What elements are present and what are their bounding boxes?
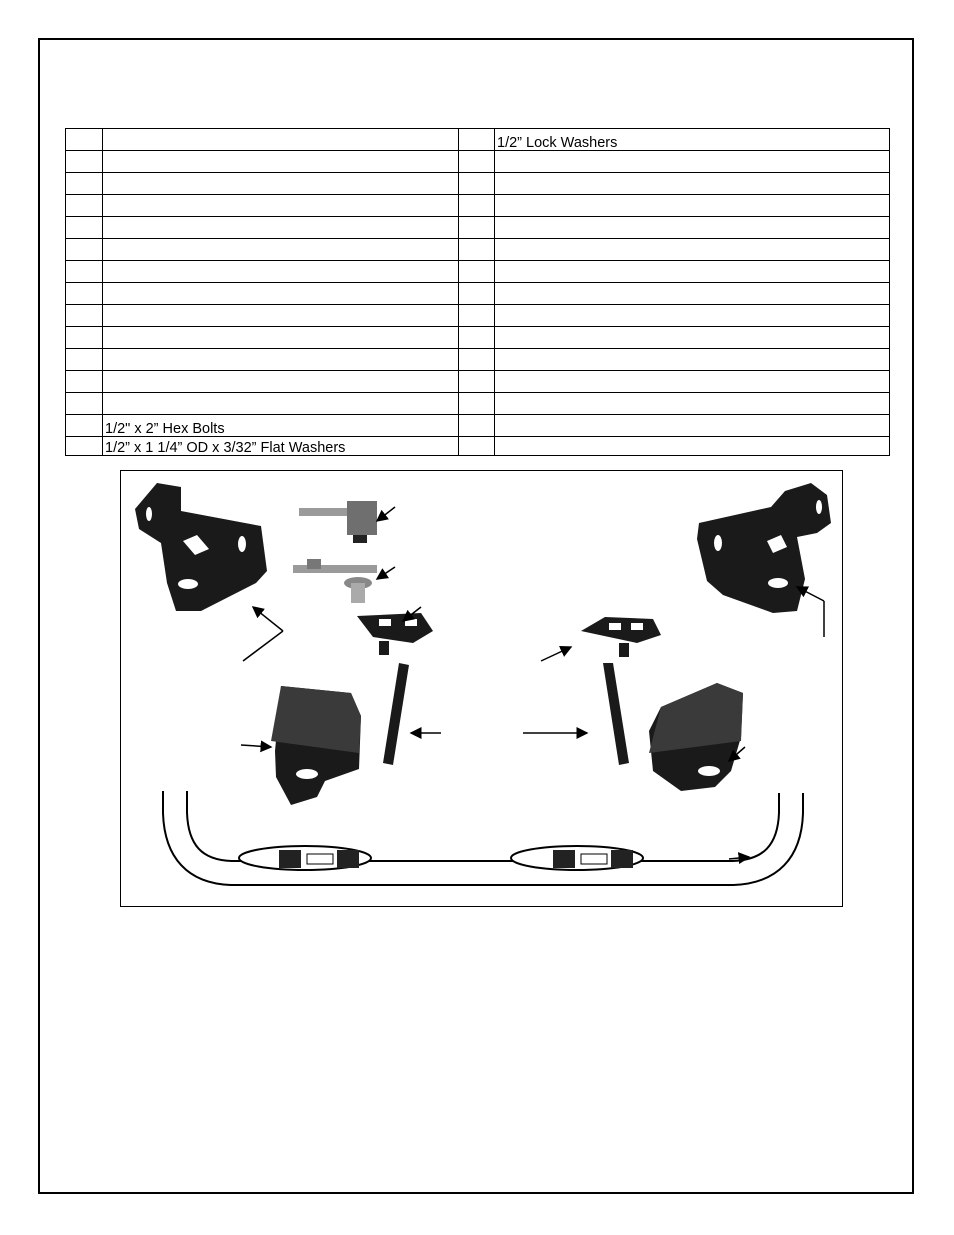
item-description-left	[103, 195, 459, 217]
item-number-right	[459, 173, 495, 195]
table-row	[66, 173, 890, 195]
item-description-left	[103, 283, 459, 305]
item-number-left	[66, 283, 103, 305]
item-number-right	[459, 217, 495, 239]
upper-left-bracket	[135, 483, 267, 611]
table-row	[66, 371, 890, 393]
small-left-bracket	[357, 613, 433, 655]
item-description-left	[103, 327, 459, 349]
item-description-left	[103, 239, 459, 261]
item-number-left	[66, 437, 103, 456]
item-number-right	[459, 415, 495, 437]
item-number-left	[66, 371, 103, 393]
item-description-right	[495, 261, 890, 283]
item-description-left	[103, 261, 459, 283]
item-description-right	[495, 305, 890, 327]
table-row	[66, 437, 890, 456]
table-row	[66, 239, 890, 261]
table-row	[66, 283, 890, 305]
table-row	[66, 129, 890, 151]
item-number-right	[459, 261, 495, 283]
item-description-right	[495, 195, 890, 217]
item-description-right	[495, 283, 890, 305]
item-number-right	[459, 349, 495, 371]
lower-right-bracket	[649, 683, 743, 791]
item-description-right	[495, 437, 890, 456]
item-number-right	[459, 327, 495, 349]
item-number-left	[66, 349, 103, 371]
item-description-right	[495, 327, 890, 349]
item-number-right	[459, 437, 495, 456]
item-description-left	[103, 393, 459, 415]
item-description-right	[495, 217, 890, 239]
item-description-left	[103, 151, 459, 173]
small-right-bracket	[581, 617, 661, 657]
item-number-left	[66, 129, 103, 151]
item-number-right	[459, 393, 495, 415]
fish-plate-bolt-bottom	[293, 559, 377, 603]
fish-plate-bolt-top	[299, 501, 377, 543]
item-description-left: 1/2" x 2” Hex Bolts	[103, 415, 459, 437]
table-row	[66, 305, 890, 327]
item-number-left	[66, 305, 103, 327]
item-number-right	[459, 129, 495, 151]
item-description-right	[495, 415, 890, 437]
item-number-left	[66, 151, 103, 173]
table-row	[66, 327, 890, 349]
item-number-left	[66, 327, 103, 349]
item-description-left	[103, 371, 459, 393]
item-number-right	[459, 151, 495, 173]
item-number-right	[459, 371, 495, 393]
item-description-right	[495, 393, 890, 415]
item-description-right	[495, 349, 890, 371]
parts-list-body	[66, 129, 890, 456]
item-number-left	[66, 173, 103, 195]
item-number-right	[459, 239, 495, 261]
item-number-left	[66, 217, 103, 239]
item-number-right	[459, 305, 495, 327]
step-pad-right	[511, 846, 643, 870]
item-number-left	[66, 239, 103, 261]
table-row	[66, 217, 890, 239]
table-row	[66, 151, 890, 173]
parts-list-table	[65, 128, 890, 456]
item-number-right	[459, 283, 495, 305]
right-strap	[603, 663, 629, 765]
item-description-left	[103, 349, 459, 371]
parts-diagram-drawing	[121, 471, 844, 908]
parts-diagram	[120, 470, 843, 907]
table-row	[66, 415, 890, 437]
item-description-right	[495, 371, 890, 393]
item-description-right	[495, 239, 890, 261]
table-row	[66, 393, 890, 415]
table-row	[66, 261, 890, 283]
table-row	[66, 195, 890, 217]
step-bar	[175, 791, 791, 873]
item-number-right	[459, 195, 495, 217]
item-number-left	[66, 261, 103, 283]
item-description-right: 1/2” Lock Washers	[495, 129, 890, 151]
item-number-left	[66, 195, 103, 217]
item-description-left: 1/2” x 1 1/4” OD x 3/32” Flat Washers	[103, 437, 459, 456]
left-strap	[383, 663, 409, 765]
item-number-left	[66, 393, 103, 415]
table-row	[66, 349, 890, 371]
item-description-left	[103, 305, 459, 327]
item-description-right	[495, 173, 890, 195]
item-description-right	[495, 151, 890, 173]
item-description-left	[103, 173, 459, 195]
step-pad-left	[239, 846, 371, 870]
item-description-left	[103, 129, 459, 151]
item-description-left	[103, 217, 459, 239]
lower-left-bracket	[271, 686, 361, 805]
item-number-left	[66, 415, 103, 437]
